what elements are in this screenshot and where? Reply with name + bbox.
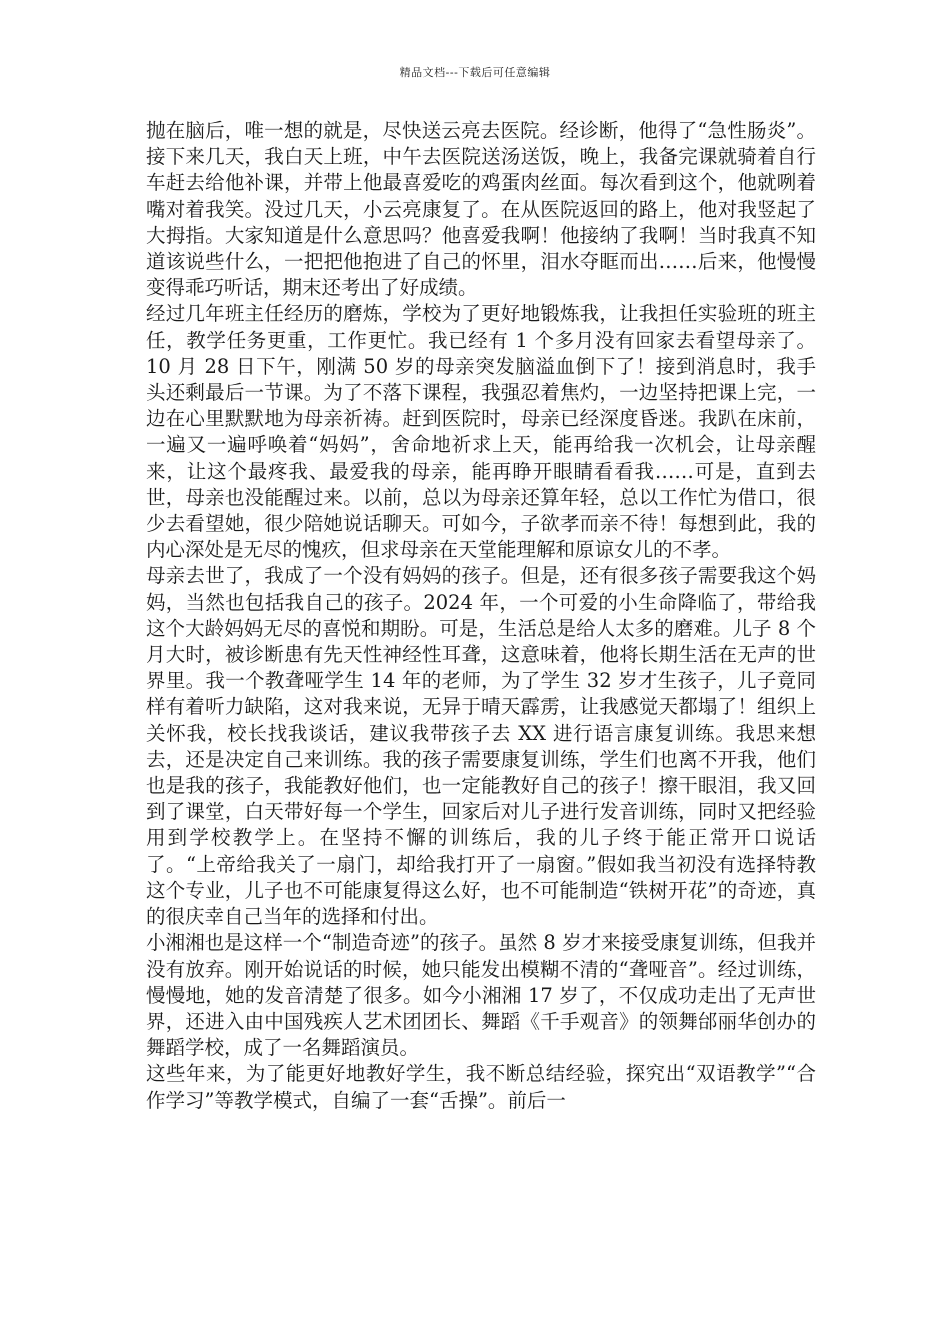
document-body	[146, 118, 816, 1114]
page-header: 精品文档---下载后可任意编辑	[399, 66, 551, 79]
paragraph-4: 小湘湘也是这样一个“制造奇迹”的孩子。虽然 8 岁才来接受康复训练，但我并没有放弃。刚开始说话的时候，她只能发出模糊不清的“聋哑音”。经过训练，慢慢地，她的发音清楚了很多。如今小湘湘 17 岁了，不仅成功走出了无声世界，还进入由中国残疾人艺术团团长、舞蹈《千手观音》的领舞邰丽华创办的舞蹈学校，成了一名舞蹈演员。	[146, 931, 816, 1060]
paragraph-2: 经过几年班主任经历的磨炼，学校为了更好地锻炼我，让我担任实验班的班主任，教学任务更重，工作更忙。我已经有 1 个多月没有回家去看望母亲了。10 月 28 日下午，刚满 50 岁的母亲突发脑溢血倒下了！接到消息时，我手头还剩最后一节课。为了不落下课程，我强忍着焦灼，一边坚持把课上完，一边在心里默默地为母亲祈祷。赶到医院时，母亲已经深度昏迷。我趴在床前，一遍又一遍呼唤着“妈妈”，舍命地祈求上天，能再给我一次机会，让母亲醒来，让这个最疼我、最爱我的母亲，能再睁开眼睛看看我……可是，直到去世，母亲也没能醒过来。以前，总以为母亲还算年轻，总以工作忙为借口，很少去看望她，很少陪她说话聊天。可如今，子欲孝而亲不待！每想到此，我的内心深处是无尽的愧疚，但求母亲在天堂能理解和原谅女儿的不孝。	[146, 302, 816, 562]
paragraph-1: 抛在脑后，唯一想的就是，尽快送云亮去医院。经诊断，他得了“急性肠炎”。接下来几天，我白天上班，中午去医院送汤送饭，晚上，我备完课就骑着自行车赶去给他补课，并带上他最喜爱吃的鸡蛋肉丝面。每次看到这个，他就咧着嘴对着我笑。没过几天，小云亮康复了。在从医院返回的路上，他对我竖起了大拇指。大家知道是什么意思吗？他喜爱我啊！他接纳了我啊！当时我真不知道该说些什么，一把把他抱进了自己的怀里，泪水夺眶而出……后来，他慢慢变得乖巧听话，期末还考出了好成绩。	[146, 119, 816, 300]
paragraph-3: 母亲去世了，我成了一个没有妈妈的孩子。但是，还有很多孩子需要我这个妈妈，当然也包括我自己的孩子。2024 年，一个可爱的小生命降临了，带给我这个大龄妈妈无尽的喜悦和期盼。可是，生活总是给人太多的磨难。儿子 8 个月大时，被诊断患有先天性神经性耳聋，这意味着，他将长期生活在无声的世界里。我一个教聋哑学生 14 年的老师，为了学生 32 岁才生孩子，儿子竟同样有着听力缺陷，这对我来说，无异于晴天霹雳，让我感觉天都塌了！组织上关怀我，校长找我谈话，建议我带孩子去 XX 进行语言康复训练。我思来想去，还是决定自己来训练。我的孩子需要康复训练，学生们也离不开我，他们也是我的孩子，我能教好他们，也一定能教好自己的孩子！擦干眼泪，我又回到了课堂，白天带好每一个学生，回家后对儿子进行发音训练，同时又把经验用到学校教学上。在坚持不懈的训练后，我的儿子终于能正常开口说话了。“上帝给我关了一扇门，却给我打开了一扇窗。”假如我当初没有选择特教这个专业，儿子也不可能康复得这么好，也不可能制造“铁树开花”的奇迹，真的很庆幸自己当年的选择和付出。	[146, 564, 816, 929]
paragraph-5: 这些年来，为了能更好地教好学生，我不断总结经验，探究出“双语教学”“合作学习”等教学模式，自编了一套“舌操”。前后一	[146, 1062, 816, 1112]
